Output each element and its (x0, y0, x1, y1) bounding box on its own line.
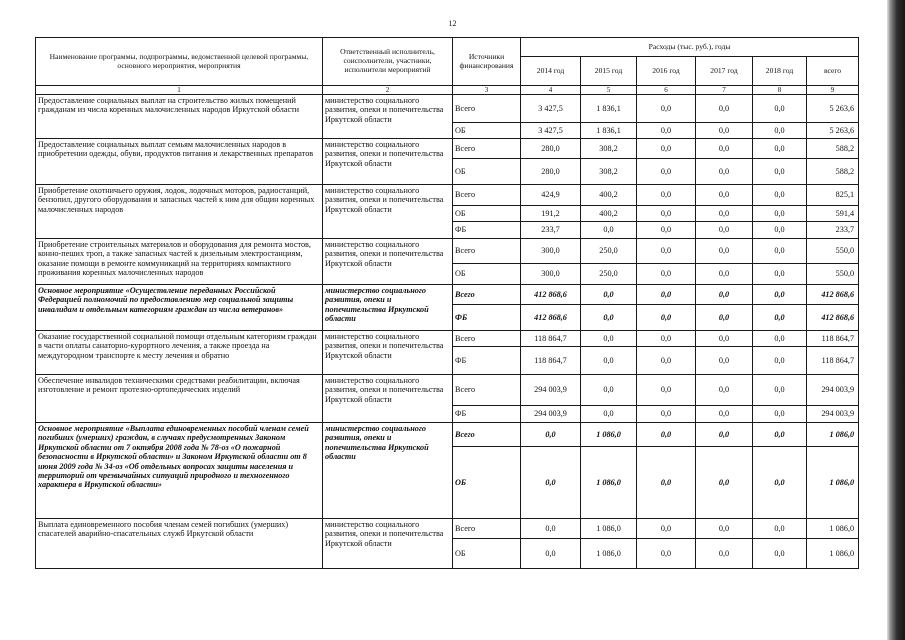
column-number: 5 (581, 86, 637, 95)
column-number: 3 (453, 86, 521, 95)
expense-value-cell: 0,0 (637, 447, 696, 519)
funding-source-cell: Всего (453, 185, 521, 206)
expense-value-cell: 233,7 (521, 222, 581, 239)
expense-value-cell: 0,0 (753, 305, 807, 331)
expense-value-cell: 0,0 (637, 406, 696, 423)
expense-value-cell: 0,0 (637, 95, 696, 123)
table-row (36, 423, 859, 447)
expense-value-cell: 294 003,9 (521, 375, 581, 406)
expense-value-cell: 118 864,7 (521, 331, 581, 347)
expense-value-cell: 0,0 (696, 539, 753, 569)
funding-source-cell: ОБ (453, 447, 521, 519)
expense-value-cell: 0,0 (696, 347, 753, 375)
measure-name-cell: Приобретение охотничьего оружия, лодок, лодочных моторов, радиостанций, бензопил, другого оборудования и запасных частей к ним для общин коренных малочисленных народов (36, 185, 323, 239)
funding-source-cell: ФБ (453, 222, 521, 239)
column-number: 4 (521, 86, 581, 95)
expense-value-cell: 0,0 (637, 539, 696, 569)
expense-value-cell: 1 086,0 (581, 539, 637, 569)
expense-value-cell: 0,0 (753, 159, 807, 185)
column-number: 8 (753, 86, 807, 95)
expense-value-cell: 0,0 (753, 264, 807, 285)
funding-source-cell: Всего (453, 375, 521, 406)
funding-source-cell: Всего (453, 423, 521, 447)
expense-value-cell: 0,0 (753, 95, 807, 123)
header-name: Наименование программы, подпрограммы, ведомственной целевой программы, основного мероприятия, мероприятия (36, 38, 323, 86)
expense-value-cell: 0,0 (753, 285, 807, 305)
expense-value-cell: 0,0 (753, 222, 807, 239)
expense-value-cell: 300,0 (521, 239, 581, 264)
expense-value-cell: 0,0 (696, 264, 753, 285)
expense-value-cell: 118 864,7 (521, 347, 581, 375)
expense-value-cell: 0,0 (637, 139, 696, 159)
table-row (36, 285, 859, 305)
expense-value-cell: 0,0 (696, 95, 753, 123)
header-year: 2018 год (753, 57, 807, 86)
expense-value-cell: 0,0 (637, 264, 696, 285)
table-row (36, 239, 859, 264)
expense-value-cell: 300,0 (521, 264, 581, 285)
column-number: 6 (637, 86, 696, 95)
measure-name-cell: Обеспечение инвалидов техническими средствами реабилитации, включая изготовление и ремонт протезно-ортопедических изделий (36, 375, 323, 423)
scan-edge (887, 0, 905, 640)
expense-total-cell: 550,0 (807, 264, 859, 285)
expense-value-cell: 0,0 (753, 206, 807, 222)
expense-value-cell: 0,0 (521, 519, 581, 539)
expense-value-cell: 0,0 (696, 519, 753, 539)
expense-value-cell: 0,0 (581, 222, 637, 239)
header-executor: Ответственный исполнитель, соисполнители, участники, исполнители мероприятий (323, 38, 453, 86)
expense-total-cell: 1 086,0 (807, 447, 859, 519)
table-row (36, 95, 859, 123)
expense-total-cell: 5 263,6 (807, 123, 859, 139)
expense-value-cell: 0,0 (637, 185, 696, 206)
measure-name-cell: Приобретение строительных материалов и оборудования для ремонта мостов, конно-пеших троп, а также запасных частей к дизельным электростанциям, оказание помощи в ремонте коммуникаций на территориях компактного проживания коренных малочисленных народов (36, 239, 323, 285)
table-row (36, 519, 859, 539)
expense-value-cell: 0,0 (581, 347, 637, 375)
column-number: 7 (696, 86, 753, 95)
funding-source-cell: ОБ (453, 539, 521, 569)
expense-value-cell: 0,0 (753, 331, 807, 347)
measure-name-cell: Предоставление социальных выплат семьям малочисленных народов в приобретении одежды, обуви, продуктов питания и лекарственных препаратов (36, 139, 323, 185)
header-year: 2017 год (696, 57, 753, 86)
expense-total-cell: 1 086,0 (807, 539, 859, 569)
table-row (36, 375, 859, 406)
expense-value-cell: 1 836,1 (581, 95, 637, 123)
expense-total-cell: 233,7 (807, 222, 859, 239)
expense-total-cell: 588,2 (807, 139, 859, 159)
table-header (36, 38, 859, 95)
expense-value-cell: 412 868,6 (521, 285, 581, 305)
header-year: 2015 год (581, 57, 637, 86)
expense-value-cell: 0,0 (753, 447, 807, 519)
expense-value-cell: 0,0 (521, 447, 581, 519)
expense-value-cell: 191,2 (521, 206, 581, 222)
expense-value-cell: 0,0 (696, 285, 753, 305)
expense-value-cell: 280,0 (521, 159, 581, 185)
expense-value-cell: 0,0 (696, 206, 753, 222)
expense-value-cell: 1 086,0 (581, 423, 637, 447)
expense-value-cell: 0,0 (753, 239, 807, 264)
table-row (36, 185, 859, 206)
expense-value-cell: 0,0 (753, 519, 807, 539)
page-number: 12 (448, 19, 457, 28)
expense-value-cell: 424,9 (521, 185, 581, 206)
funding-source-cell: ОБ (453, 123, 521, 139)
table-row (36, 331, 859, 347)
expense-value-cell: 0,0 (581, 331, 637, 347)
column-number-row (36, 86, 859, 95)
expense-value-cell: 0,0 (753, 139, 807, 159)
header-year: 2016 год (637, 57, 696, 86)
expense-value-cell: 0,0 (696, 139, 753, 159)
header-year: 2014 год (521, 57, 581, 86)
expense-value-cell: 0,0 (637, 519, 696, 539)
expense-value-cell: 1 836,1 (581, 123, 637, 139)
expense-value-cell: 0,0 (753, 406, 807, 423)
expense-value-cell: 1 086,0 (581, 519, 637, 539)
expense-value-cell: 308,2 (581, 139, 637, 159)
expense-total-cell: 550,0 (807, 239, 859, 264)
measure-name-cell: Основное мероприятие «Осуществление переданных Российской Федерацией полномочий по предоставлению мер социальной защиты инвалидам и отдельным категориям граждан из числа ветеранов» (36, 285, 323, 331)
table-body (36, 95, 859, 569)
expense-value-cell: 308,2 (581, 159, 637, 185)
expense-value-cell: 3 427,5 (521, 123, 581, 139)
funding-source-cell: Всего (453, 285, 521, 305)
expense-value-cell: 0,0 (753, 375, 807, 406)
expense-value-cell: 294 003,9 (521, 406, 581, 423)
funding-source-cell: ОБ (453, 264, 521, 285)
funding-source-cell: ФБ (453, 406, 521, 423)
executor-cell: министерство социального развития, опеки и попечительства Иркутской области (323, 331, 453, 375)
executor-cell: министерство социального развития, опеки и попечительства Иркутской области (323, 139, 453, 185)
expense-value-cell: 0,0 (637, 239, 696, 264)
executor-cell: министерство социального развития, опеки и попечительства Иркутской области (323, 185, 453, 239)
funding-source-cell: Всего (453, 239, 521, 264)
expense-value-cell: 3 427,5 (521, 95, 581, 123)
expense-value-cell: 0,0 (637, 375, 696, 406)
expense-value-cell: 0,0 (696, 423, 753, 447)
measure-name-cell: Оказание государственной социальной помощи отдельным категориям граждан в части оплаты санаторно-курортного лечения, а также проезда на междугородном транспорте к месту лечения и обратно (36, 331, 323, 375)
expense-value-cell: 0,0 (581, 285, 637, 305)
expense-value-cell: 0,0 (521, 539, 581, 569)
expense-value-cell: 400,2 (581, 206, 637, 222)
funding-source-cell: ФБ (453, 347, 521, 375)
expense-total-cell: 1 086,0 (807, 423, 859, 447)
expense-value-cell: 280,0 (521, 139, 581, 159)
measure-name-cell: Основное мероприятие «Выплата единовременных пособий членам семей погибших (умерших) граждан, в случаях предусмотренных Законом Иркутской области от 7 октября 2008 года № 78-оз «О пожарной безопасности в Иркутской области» и Законом Иркутской области от 8 июня 2009 года № 34-оз «Об отдельных вопросах защиты населения и территорий от чрезвычайных ситуаций природного и техногенного характера в Иркутской области» (36, 423, 323, 519)
expense-value-cell: 0,0 (696, 375, 753, 406)
funding-source-cell: ФБ (453, 305, 521, 331)
header-source: Источники финансирования (453, 38, 521, 86)
expense-value-cell: 1 086,0 (581, 447, 637, 519)
expense-value-cell: 0,0 (637, 423, 696, 447)
expense-value-cell: 0,0 (753, 185, 807, 206)
expense-value-cell: 0,0 (753, 539, 807, 569)
funding-source-cell: Всего (453, 95, 521, 123)
expense-value-cell: 0,0 (581, 305, 637, 331)
budget-table (35, 37, 859, 569)
funding-source-cell: Всего (453, 139, 521, 159)
executor-cell: министерство социального развития, опеки и попечительства Иркутской области (323, 519, 453, 569)
funding-source-cell: Всего (453, 331, 521, 347)
expense-value-cell: 0,0 (637, 331, 696, 347)
expense-value-cell: 0,0 (637, 159, 696, 185)
expense-value-cell: 0,0 (753, 423, 807, 447)
executor-cell: министерство социального развития, опеки и попечительства Иркутской области (323, 239, 453, 285)
expense-total-cell: 412 868,6 (807, 305, 859, 331)
expense-total-cell: 1 086,0 (807, 519, 859, 539)
expense-value-cell: 0,0 (696, 159, 753, 185)
column-number: 2 (323, 86, 453, 95)
expense-value-cell: 0,0 (637, 206, 696, 222)
expense-value-cell: 250,0 (581, 264, 637, 285)
measure-name-cell: Предоставление социальных выплат на строительство жилых помещений гражданам из числа коренных малочисленных народов Иркутской области (36, 95, 323, 139)
funding-source-cell: ОБ (453, 159, 521, 185)
executor-cell: министерство социального развития, опеки и попечительства Иркутской области (323, 285, 453, 331)
column-number: 9 (807, 86, 859, 95)
expense-value-cell: 0,0 (696, 406, 753, 423)
expense-value-cell: 0,0 (696, 239, 753, 264)
expense-total-cell: 118 864,7 (807, 347, 859, 375)
funding-source-cell: ОБ (453, 206, 521, 222)
expense-value-cell: 0,0 (637, 123, 696, 139)
expense-value-cell: 0,0 (581, 406, 637, 423)
expense-value-cell: 0,0 (637, 347, 696, 375)
measure-name-cell: Выплата единовременного пособия членам семей погибших (умерших) спасателей аварийно-спасательных служб Иркутской области (36, 519, 323, 569)
expense-total-cell: 412 868,6 (807, 285, 859, 305)
expense-total-cell: 591,4 (807, 206, 859, 222)
header-expenses: Расходы (тыс. руб.), годы (521, 38, 859, 57)
executor-cell: министерство социального развития, опеки и попечительства Иркутской области (323, 375, 453, 423)
expense-value-cell: 0,0 (696, 222, 753, 239)
expense-total-cell: 294 003,9 (807, 375, 859, 406)
expense-total-cell: 118 864,7 (807, 331, 859, 347)
expense-value-cell: 250,0 (581, 239, 637, 264)
expense-value-cell: 0,0 (696, 185, 753, 206)
header-row (36, 38, 859, 57)
expense-total-cell: 825,1 (807, 185, 859, 206)
expense-value-cell: 0,0 (753, 123, 807, 139)
column-number: 1 (36, 86, 323, 95)
expense-value-cell: 0,0 (637, 222, 696, 239)
expense-value-cell: 0,0 (696, 305, 753, 331)
header-total: всего (807, 57, 859, 86)
expense-value-cell: 0,0 (696, 123, 753, 139)
expense-total-cell: 5 263,6 (807, 95, 859, 123)
expense-value-cell: 400,2 (581, 185, 637, 206)
expense-value-cell: 0,0 (521, 423, 581, 447)
expense-total-cell: 588,2 (807, 159, 859, 185)
expense-value-cell: 0,0 (637, 305, 696, 331)
executor-cell: министерство социального развития, опеки и попечительства Иркутской области (323, 423, 453, 519)
expense-total-cell: 294 003,9 (807, 406, 859, 423)
expense-value-cell: 412 868,6 (521, 305, 581, 331)
expense-value-cell: 0,0 (581, 375, 637, 406)
expense-value-cell: 0,0 (637, 285, 696, 305)
expense-value-cell: 0,0 (696, 447, 753, 519)
funding-source-cell: Всего (453, 519, 521, 539)
executor-cell: министерство социального развития, опеки и попечительства Иркутской области (323, 95, 453, 139)
expense-value-cell: 0,0 (696, 331, 753, 347)
expense-value-cell: 0,0 (753, 347, 807, 375)
table-row (36, 139, 859, 159)
